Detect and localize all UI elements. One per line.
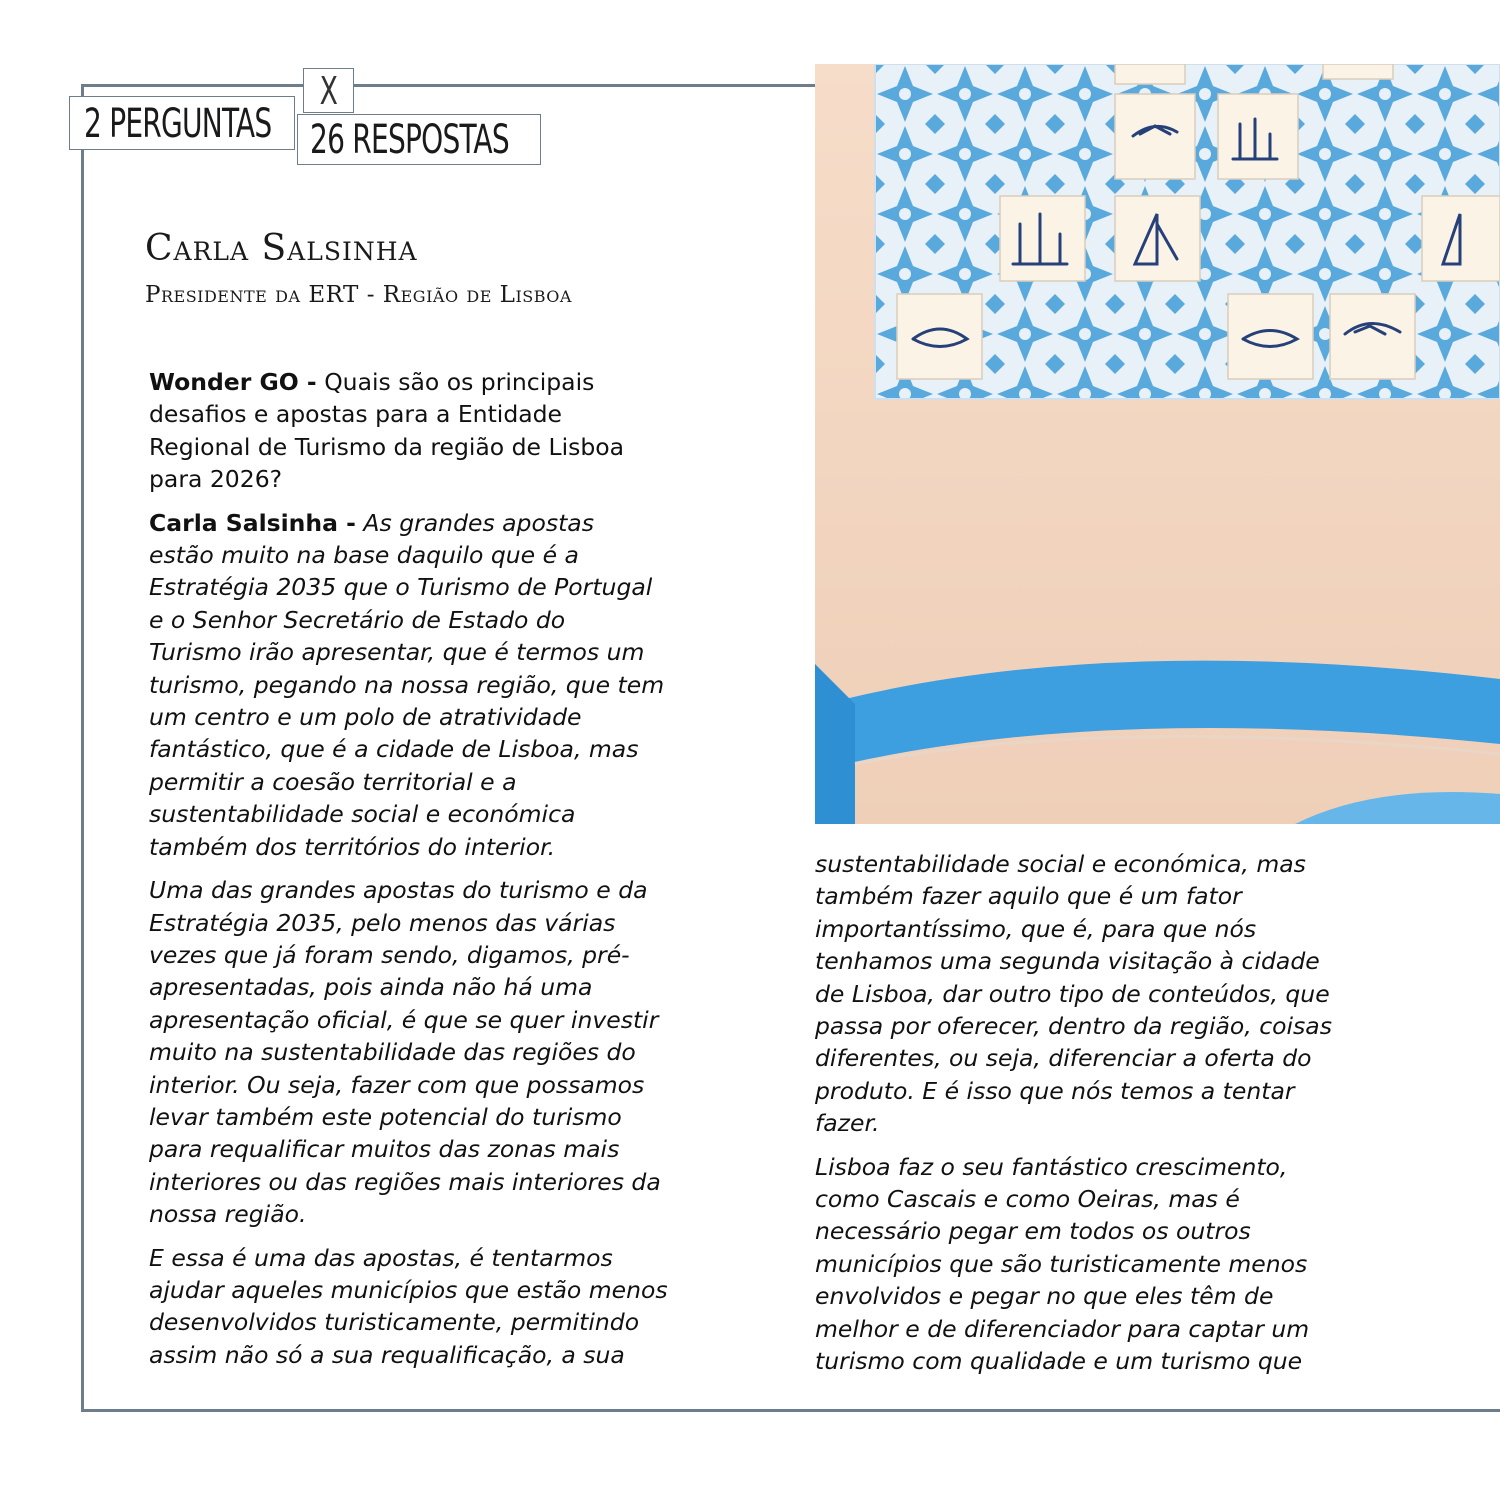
- answer-line: passa por oferecer, dentro da região, coisas: [815, 1012, 1332, 1041]
- answer-paragraph-5: [815, 1151, 1335, 1378]
- answer-line: importantíssimo, que é, para que nós: [815, 914, 1257, 943]
- answer-line: ajudar aqueles municípios que estão menos: [149, 1275, 668, 1304]
- left-text-column: [149, 366, 674, 1382]
- answer-line: sustentabilidade social e económica: [149, 800, 576, 829]
- answer-line: E essa é uma das apostas, é tentarmos: [149, 1243, 613, 1272]
- answer-line: municípios que são turisticamente menos: [815, 1249, 1308, 1278]
- answer-line: permitir a coesão territorial e a: [149, 767, 517, 796]
- answer-line: assim não só a sua requalificação, a sua: [149, 1340, 625, 1369]
- person-name: Carla Salsinha: [145, 228, 418, 269]
- answer-paragraph-1: [149, 507, 674, 863]
- answer-line: Estratégia 2035, pelo menos das várias: [149, 908, 616, 937]
- answer-line: desenvolvidos turisticamente, permitindo: [149, 1308, 640, 1337]
- answer-line: muito na sustentabilidade das regiões do: [149, 1038, 636, 1067]
- answer-line: turismo, pegando na nossa região, que tem: [149, 670, 665, 699]
- answer-line: também dos territórios do interior.: [149, 832, 556, 861]
- answer-paragraph-2: [149, 874, 674, 1230]
- azulejo-wall-photo: [815, 64, 1500, 824]
- question-line: para 2026?: [149, 465, 283, 494]
- header-questions-box: [69, 96, 295, 150]
- header-answers-box: [297, 114, 541, 165]
- answer-line: sustentabilidade social e económica, mas: [815, 850, 1306, 878]
- frame-top-line: [81, 84, 821, 87]
- answer-line: apresentação oficial, é que se quer investir: [149, 1005, 659, 1034]
- answer-line: e o Senhor Secretário de Estado do: [149, 605, 566, 634]
- answer-line: Turismo irão apresentar, que é termos um: [149, 638, 645, 667]
- answer-line: fazer.: [815, 1109, 880, 1138]
- photo-illustration: [815, 64, 1500, 824]
- question-speaker: Wonder GO -: [149, 368, 317, 396]
- answer-line: apresentadas, pois ainda não há uma: [149, 973, 593, 1002]
- answer-line: envolvidos e pegar no que eles têm de: [815, 1282, 1274, 1311]
- question-line: desafios e apostas para a Entidade: [149, 400, 563, 429]
- answer-line: vezes que já foram sendo, digamos, pré-: [149, 940, 630, 969]
- header-x-label: X: [319, 69, 338, 113]
- question-paragraph: [149, 366, 674, 496]
- right-text-column: [815, 848, 1335, 1378]
- answer-line: um centro e um polo de atratividade: [149, 703, 582, 732]
- frame-bottom-line: [81, 1409, 1500, 1412]
- answer-line: fantástico, que é a cidade de Lisboa, mas: [149, 735, 639, 764]
- answer-first-line: [149, 507, 674, 539]
- answer-line: interior. Ou seja, fazer com que possamos: [149, 1070, 645, 1099]
- answer-line: também fazer aquilo que é um fator: [815, 882, 1242, 911]
- answer-line: Estratégia 2035 que o Turismo de Portugal: [149, 573, 653, 602]
- answer-paragraph-4: [815, 848, 1335, 1140]
- answer-line: melhor e de diferenciador para captar um: [815, 1314, 1310, 1343]
- answer-line: nossa região.: [149, 1200, 307, 1229]
- answer-line: Uma das grandes apostas do turismo e da: [149, 876, 648, 905]
- answer-line: como Cascais e como Oeiras, mas é: [815, 1185, 1240, 1214]
- answer-line: Lisboa faz o seu fantástico crescimento,: [815, 1152, 1288, 1181]
- answer-line: levar também este potencial do turismo: [149, 1102, 622, 1131]
- answer-line: As grandes apostas: [363, 508, 594, 537]
- question-line: Regional de Turismo da região de Lisboa: [149, 432, 625, 461]
- header-answers-label: 26 RESPOSTAS: [310, 117, 509, 163]
- answer-line: de Lisboa, dar outro tipo de conteúdos, que: [815, 979, 1330, 1008]
- answer-line: turismo com qualidade e um turismo que: [815, 1347, 1303, 1376]
- header-x-box: [303, 68, 354, 113]
- answer-speaker: Carla Salsinha -: [149, 508, 356, 537]
- answer-line: interiores ou das regiões mais interiores da: [149, 1167, 661, 1196]
- answer-line: tenhamos uma segunda visitação à cidade: [815, 947, 1320, 976]
- frame-left-line: [81, 86, 84, 1412]
- answer-paragraph-3: [149, 1242, 674, 1372]
- answer-line: necessário pegar em todos os outros: [815, 1217, 1251, 1246]
- answer-line: diferentes, ou seja, diferenciar a oferta do: [815, 1044, 1312, 1073]
- answer-line: produto. E é isso que nós temos a tentar: [815, 1076, 1295, 1105]
- question-first-line: [149, 366, 674, 398]
- answer-line: para requalificar muitos das zonas mais: [149, 1135, 620, 1164]
- question-line: Quais são os principais: [324, 368, 595, 396]
- person-role: Presidente da ERT - Região de Lisboa: [145, 282, 572, 308]
- header-questions-label: 2 PERGUNTAS: [84, 101, 272, 147]
- answer-line: estão muito na base daquilo que é a: [149, 541, 579, 570]
